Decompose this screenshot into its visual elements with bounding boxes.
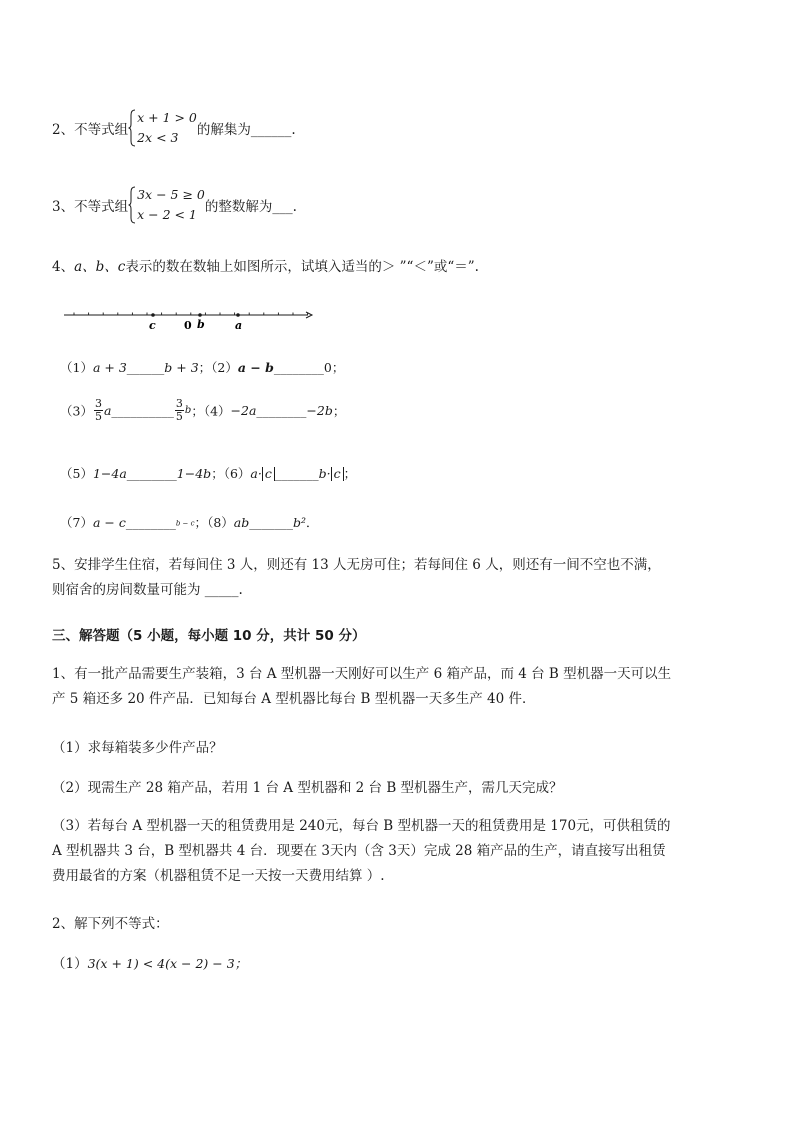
question-4-vars: a、b、c bbox=[74, 259, 126, 275]
answer-blank: ________ bbox=[256, 403, 307, 418]
answer-blank: _______ bbox=[249, 515, 293, 530]
absolute-value: c bbox=[262, 467, 275, 481]
section-title: 三、解答题（5 小题，每小题 10 分，共计 50 分） bbox=[52, 628, 366, 644]
fraction-numerator: 3 bbox=[175, 397, 183, 410]
question-5-line-2: 则宿舍的房间数量可能为 _____. bbox=[52, 582, 243, 598]
inequality-system-3 bbox=[128, 185, 205, 225]
inequality-line-2: 2x < 3 bbox=[137, 130, 179, 145]
solve-q1-line-2: 产 5 箱还多 20 件产品．已知每台 A 型机器比每台 B 型机器一天多生产 40 件． bbox=[52, 691, 536, 707]
expr-rhs: b + 3 bbox=[164, 360, 199, 375]
part-label: （6） bbox=[223, 466, 251, 481]
solve-q1-part-3-line-2: A 型机器共 3 台，B 型机器共 4 台．现要在 3天内（含 3天）完成 28 箱产品的生产，请直接写出租赁 bbox=[52, 843, 666, 859]
part-label: （4） bbox=[203, 403, 231, 419]
question-2-prefix: 2、不等式组 bbox=[52, 122, 129, 138]
expr-lhs: 1−4a bbox=[92, 466, 127, 481]
expr-var: b bbox=[184, 405, 192, 416]
question-2-suffix: 的解集为______. bbox=[196, 122, 296, 138]
expr-rhs: 0； bbox=[323, 360, 345, 375]
solve-q1-part-2: （2）现需生产 28 箱产品，若用 1 台 A 型机器和 2 台 B 型机器生产，需几天完成？ bbox=[52, 780, 563, 796]
q4-part-1-2 bbox=[60, 358, 344, 376]
fraction bbox=[175, 398, 184, 423]
separator: ； bbox=[211, 466, 224, 481]
expr-lhs: ab bbox=[233, 515, 250, 530]
inequality-line-2: x − 2 < 1 bbox=[137, 207, 197, 222]
expr-lhs: a· bbox=[250, 466, 262, 481]
expr-lhs: a − c bbox=[92, 515, 126, 530]
solve-q2-part-1 bbox=[52, 952, 247, 972]
expr-rhs: 1−4b bbox=[176, 466, 212, 481]
part-label: （8） bbox=[207, 515, 234, 530]
point-a bbox=[236, 313, 240, 317]
expr-lhs: −2a bbox=[230, 403, 257, 418]
separator: ； bbox=[343, 466, 357, 481]
answer-blank: __________ bbox=[111, 403, 174, 418]
separator: ； bbox=[332, 403, 346, 419]
question-5 bbox=[52, 553, 742, 603]
question-3 bbox=[52, 185, 297, 225]
part-label: （5） bbox=[60, 466, 93, 481]
separator: ； bbox=[191, 403, 204, 419]
absolute-value: c bbox=[331, 467, 344, 481]
question-5-line-1: 5、安排学生住宿，若每间住 3 人，则还有 13 人无房可住；若每间住 6 人，则还有一间不空也不满， bbox=[52, 557, 661, 573]
part-label: （2） bbox=[211, 360, 238, 375]
solve-question-2-title: 2、解下列不等式： bbox=[52, 916, 169, 932]
inequality-line-1: x + 1 > 0 bbox=[137, 110, 197, 125]
point-b bbox=[198, 313, 202, 317]
number-line bbox=[60, 303, 320, 333]
solve-question-1 bbox=[52, 662, 742, 712]
label-zero: 0 bbox=[184, 319, 192, 332]
answer-blank: ________ bbox=[126, 466, 177, 481]
separator: ； bbox=[198, 360, 212, 375]
question-4-number: 4、 bbox=[52, 259, 75, 275]
question-3-prefix: 3、不等式组 bbox=[52, 199, 129, 215]
solve-q1-part-3-line-3: 费用最省的方案（机器租赁不足一天按一天费用结算 ）. bbox=[52, 868, 385, 884]
expr-rhs: b· bbox=[318, 466, 331, 481]
question-3-suffix: 的整数解为___. bbox=[204, 199, 297, 215]
answer-blank: ________ bbox=[273, 360, 324, 375]
q4-part-7-8 bbox=[60, 513, 319, 531]
question-4-text: 表示的数在数轴上如图所示，试填入适当的＞ ”“＜”或“＝”. bbox=[125, 259, 479, 275]
fraction bbox=[94, 398, 103, 423]
left-brace-icon bbox=[128, 186, 136, 224]
inequality-expression: 3(x + 1) < 4(x − 2) − 3； bbox=[87, 956, 248, 971]
part-label: （1） bbox=[52, 956, 88, 972]
label-a: a bbox=[235, 319, 243, 332]
expr-lhs: a − b bbox=[237, 360, 274, 375]
label-c: c bbox=[149, 319, 156, 332]
question-4-intro bbox=[52, 255, 479, 275]
expr-var: a bbox=[103, 403, 112, 418]
left-brace-icon bbox=[128, 109, 136, 147]
expr-rhs: −2b bbox=[306, 403, 333, 418]
separator: ． bbox=[306, 515, 319, 530]
part-label: （7） bbox=[60, 515, 93, 530]
question-2 bbox=[52, 108, 296, 148]
answer-blank: ______ bbox=[126, 360, 165, 375]
solve-q1-part-3 bbox=[52, 814, 742, 889]
fraction-denominator: 5 bbox=[175, 410, 183, 423]
expr-rhs: b² bbox=[292, 515, 306, 530]
part-label: （3） bbox=[60, 403, 93, 419]
separator: ； bbox=[194, 515, 208, 530]
q4-part-5-6 bbox=[60, 464, 356, 482]
point-c bbox=[151, 313, 155, 317]
answer-blank: ________ bbox=[125, 515, 176, 530]
expr-rhs: b − c bbox=[175, 519, 195, 528]
solve-q1-line-1: 1、有一批产品需要生产装箱，3 台 A 型机器一天刚好可以生产 6 箱产品，而 4 台 B 型机器一天可以生 bbox=[52, 666, 672, 682]
expr-lhs: a + 3 bbox=[92, 360, 127, 375]
inequality-line-1: 3x − 5 ≥ 0 bbox=[137, 187, 205, 202]
solve-q1-part-1: （1）求每箱装多少件产品？ bbox=[52, 740, 223, 756]
solve-q1-part-3-line-1: （3）若每台 A 型机器一天的租赁费用是 240元，每台 B 型机器一天的租赁费用是 170元，可供租赁的 bbox=[52, 818, 671, 834]
part-label: （1） bbox=[60, 360, 93, 375]
inequality-system-2 bbox=[128, 108, 197, 148]
answer-blank: _______ bbox=[274, 466, 319, 481]
label-b: b bbox=[197, 318, 205, 331]
q4-part-3-4 bbox=[60, 398, 345, 423]
fraction-denominator: 5 bbox=[94, 410, 102, 423]
fraction-numerator: 3 bbox=[94, 397, 102, 410]
